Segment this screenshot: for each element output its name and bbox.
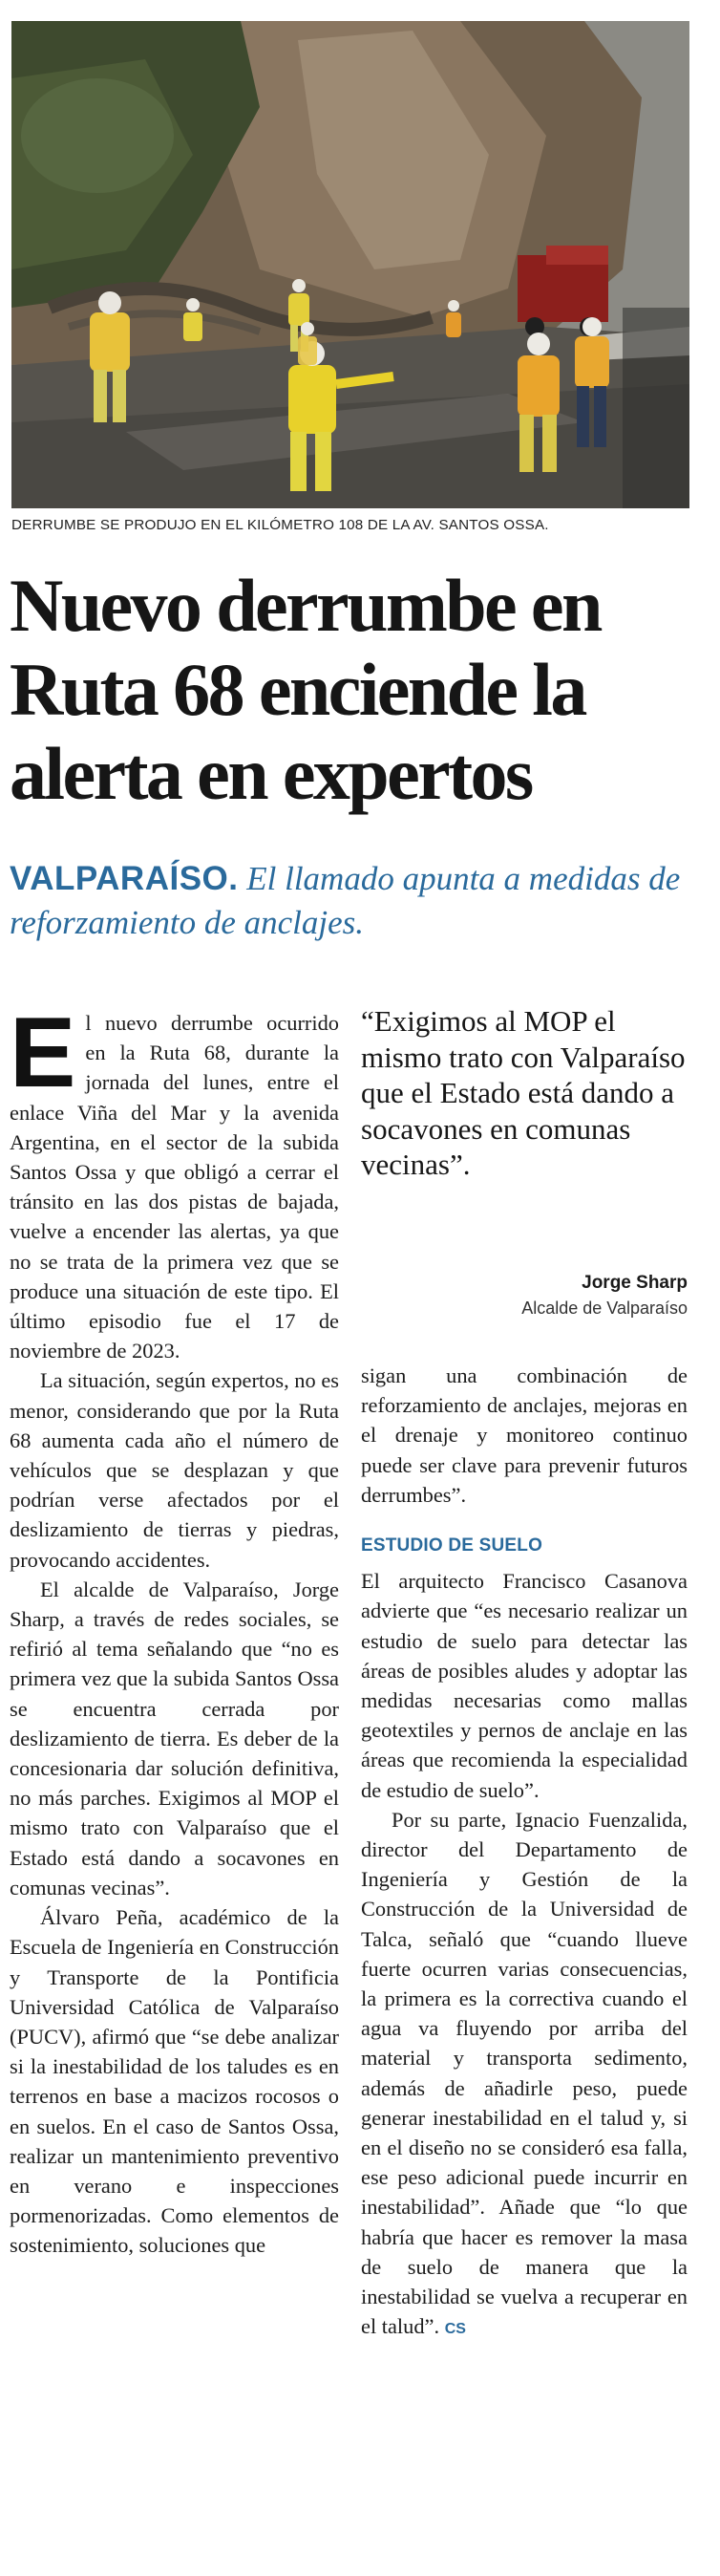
- quote-author-role: Alcalde de Valparaíso: [521, 1299, 688, 1318]
- article-column-right: [361, 1361, 688, 2345]
- pull-quote-attribution: [521, 1271, 688, 1320]
- drop-cap: E: [10, 998, 76, 1108]
- article-paragraph: Álvaro Peña, académico de la Escuela de Ingeniería en Construcción y Transporte de la Pontificia Universidad Católica de Valparaíso (PUCV), afirmó que “se debe analizar si la inestabilidad de los taludes es en terrenos en base a macizos rocosos o en suelos. En el caso de Santos Ossa, realizar un mantenimiento preventivo en verano e inspecciones pormenorizadas. Como elementos de sostenimiento, soluciones que: [10, 1905, 339, 2258]
- pull-quote: “Exigimos al MOP el mismo trato con Valparaíso que el Estado está dando a socavones en comunas vecinas”.: [361, 1004, 686, 1181]
- article-paragraph: sigan una combinación de reforzamiento de anclajes, mejoras en el drenaje y monitoreo continuo puede ser clave para prevenir futuros derrumbes”.: [361, 1363, 688, 1507]
- article-column-left: [10, 998, 339, 2261]
- article-paragraph: La situación, según expertos, no es menor, considerando que por la Ruta 68 aumenta cada año el número de vehículos que se desplazan y que podrían verse afectados por el deslizamiento de tierras y piedras, provocando accidentes.: [10, 1368, 339, 1572]
- article-paragraph: Por su parte, Ignacio Fuenzalida, director del Departamento de Ingeniería y Gestión de la Construcción de la Universidad de Talca, señaló que “cuando llueve fuerte ocurren varias consecuencias, la primera es la correctiva cuando el agua va fluyendo por arriba del material y transporta sedimento, además de añadirle peso, puede generar inestabilidad en el talud y, si en el diseño no se consideró esa falla, ese peso adicional puede incurrir en inestabilidad”. Añade que “lo que habría que hacer es remover la masa de suelo de manera que la inestabilidad se vuelva a recuperar en el talud”. CS: [361, 1807, 688, 2339]
- article-paragraph: El nuevo derrumbe ocurrido en la Ruta 68, durante la jornada del lunes, entre el enlace Viña del Mar y la avenida Argentina, en el sector de la subida Santos Ossa y que obligó a cerrar el tránsito en las dos pistas de bajada, vuelve a encender las alertas, ya que no se trata de la primera vez que se produce una situación de este tipo. El último episodio fue el 17 de noviembre de 2023.: [10, 998, 339, 1363]
- end-mark: CS: [444, 2321, 466, 2338]
- deck: [10, 857, 716, 945]
- news-photo: [11, 21, 689, 508]
- quote-author-name: Jorge Sharp: [582, 1273, 688, 1293]
- photo-caption: DERRUMBE SE PRODUJO EN EL KILÓMETRO 108 DE LA AV. SANTOS OSSA.: [11, 517, 549, 533]
- deck-kicker: VALPARAÍSO.: [10, 860, 239, 897]
- road-landslide-photo-icon: [11, 21, 689, 508]
- section-subhead: ESTUDIO DE SUELO: [361, 1535, 543, 1556]
- article-paragraph: El arquitecto Francisco Casanova advierte que “es necesario realizar un estudio de suelo para detectar las áreas de posibles aludes y adoptar las medidas necesarias como mallas geotextiles y pernos de anclaje en las áreas que recomienda la especialidad de estudio de suelo”.: [361, 1569, 688, 1802]
- deck-text: El llamado apunta a medidas de reforzamiento de anclajes.: [10, 860, 681, 941]
- article-paragraph: El alcalde de Valparaíso, Jorge Sharp, a través de redes sociales, se refirió al tema señalando que “no es primera vez que la subida Santos Ossa se encuentra cerrada por deslizamiento de tierra. Es deber de la concesionaria dar solución definitiva, no más parches. Exigimos al MOP el mismo trato con Valparaíso que el Estado está dando a socavones en comunas vecinas”.: [10, 1577, 339, 1900]
- headline: Nuevo derrumbe en Ruta 68 enciende la alerta en expertos: [10, 564, 601, 815]
